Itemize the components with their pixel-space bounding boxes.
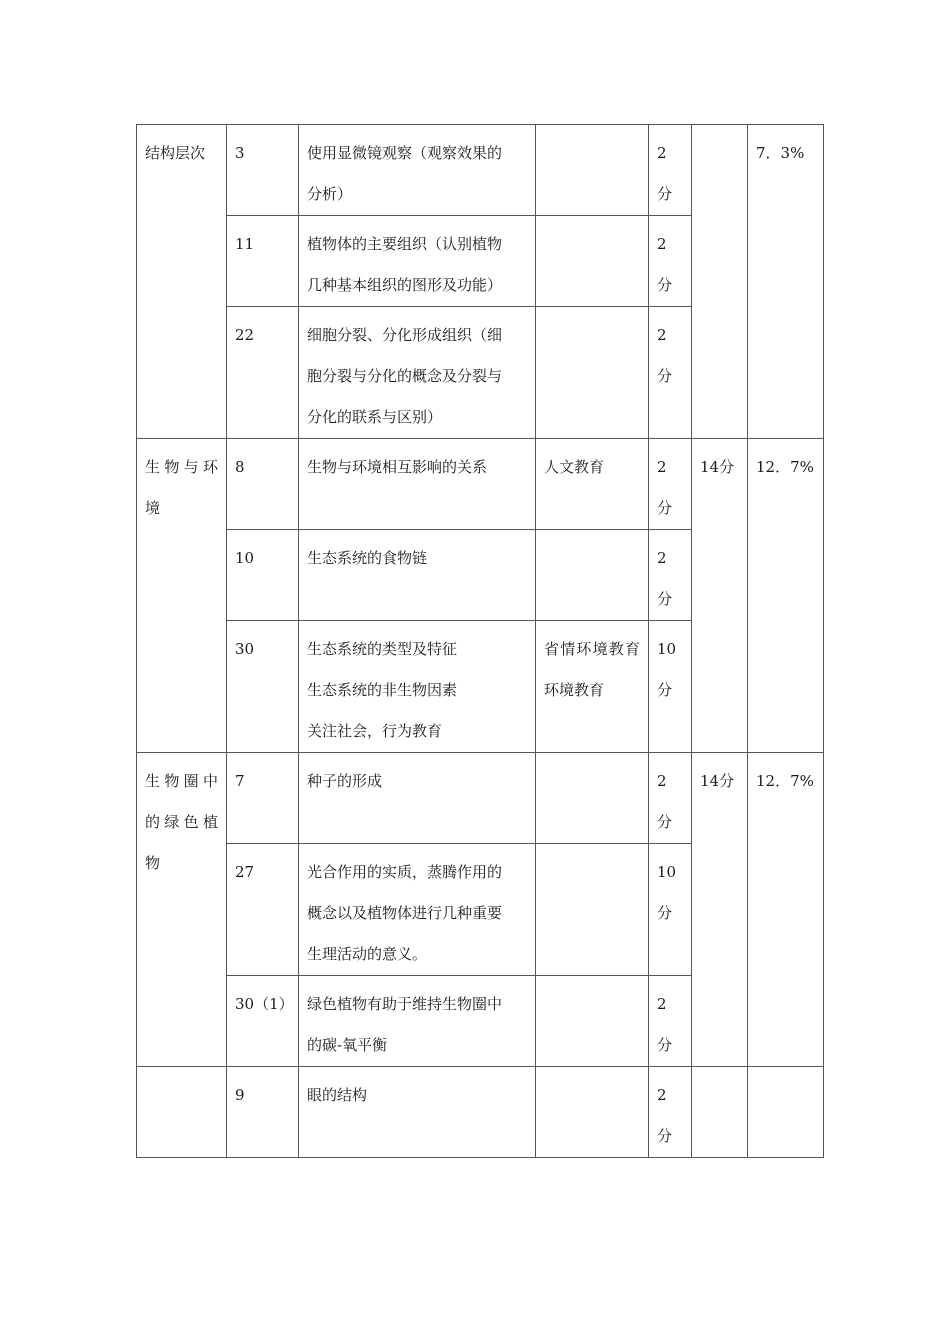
score-cell: 10 分 xyxy=(649,844,692,976)
percent-cell: 12．7% xyxy=(748,753,824,1067)
score-cell: 2 分 xyxy=(649,1067,692,1158)
score-cell: 2 分 xyxy=(649,976,692,1067)
score-cell: 2 分 xyxy=(649,530,692,621)
percent-cell xyxy=(748,1067,824,1158)
score-cell: 2 分 xyxy=(649,125,692,216)
question-number-cell: 30 xyxy=(227,621,299,753)
total-score-cell xyxy=(692,125,748,439)
table-row xyxy=(137,125,824,216)
category-cell: 生物圈中的绿色植物 xyxy=(137,753,227,1067)
note-cell xyxy=(536,125,649,216)
question-number-cell: 27 xyxy=(227,844,299,976)
table-row xyxy=(137,753,824,844)
note-cell xyxy=(536,976,649,1067)
score-cell: 2 分 xyxy=(649,753,692,844)
note-cell: 人文教育 xyxy=(536,439,649,530)
note-cell xyxy=(536,753,649,844)
percent-cell: 12．7% xyxy=(748,439,824,753)
question-number-cell: 7 xyxy=(227,753,299,844)
table-row xyxy=(137,439,824,530)
question-number-cell: 11 xyxy=(227,216,299,307)
note-cell: 省情环境教育 环境教育 xyxy=(536,621,649,753)
content-cell: 生物与环境相互影响的关系 xyxy=(299,439,536,530)
question-number-cell: 3 xyxy=(227,125,299,216)
content-cell: 生态系统的类型及特征 生态系统的非生物因素 关注社会，行为教育 xyxy=(299,621,536,753)
score-cell: 2 分 xyxy=(649,307,692,439)
note-cell xyxy=(536,530,649,621)
content-cell: 眼的结构 xyxy=(299,1067,536,1158)
question-number-cell: 8 xyxy=(227,439,299,530)
note-cell xyxy=(536,307,649,439)
total-score-cell: 14分 xyxy=(692,439,748,753)
score-cell: 2 分 xyxy=(649,216,692,307)
category-cell xyxy=(137,1067,227,1158)
total-score-cell: 14分 xyxy=(692,753,748,1067)
content-cell: 绿色植物有助于维持生物圈中 的碳-氧平衡 xyxy=(299,976,536,1067)
score-cell: 2 分 xyxy=(649,439,692,530)
content-cell: 使用显微镜观察（观察效果的 分析） xyxy=(299,125,536,216)
question-number-cell: 10 xyxy=(227,530,299,621)
question-number-cell: 30（1） xyxy=(227,976,299,1067)
note-cell xyxy=(536,844,649,976)
table-row xyxy=(137,1067,824,1158)
exam-analysis-table xyxy=(136,124,824,1158)
content-cell: 光合作用的实质，蒸腾作用的 概念以及植物体进行几种重要 生理活动的意义。 xyxy=(299,844,536,976)
note-cell xyxy=(536,216,649,307)
category-cell: 结构层次 xyxy=(137,125,227,439)
content-cell: 细胞分裂、分化形成组织（细 胞分裂与分化的概念及分裂与 分化的联系与区别） xyxy=(299,307,536,439)
total-score-cell xyxy=(692,1067,748,1158)
content-cell: 植物体的主要组织（认别植物 几种基本组织的图形及功能） xyxy=(299,216,536,307)
question-number-cell: 22 xyxy=(227,307,299,439)
content-cell: 生态系统的食物链 xyxy=(299,530,536,621)
content-cell: 种子的形成 xyxy=(299,753,536,844)
category-cell: 生物与环境 xyxy=(137,439,227,753)
note-cell xyxy=(536,1067,649,1158)
percent-cell: 7．3% xyxy=(748,125,824,439)
score-cell: 10 分 xyxy=(649,621,692,753)
question-number-cell: 9 xyxy=(227,1067,299,1158)
